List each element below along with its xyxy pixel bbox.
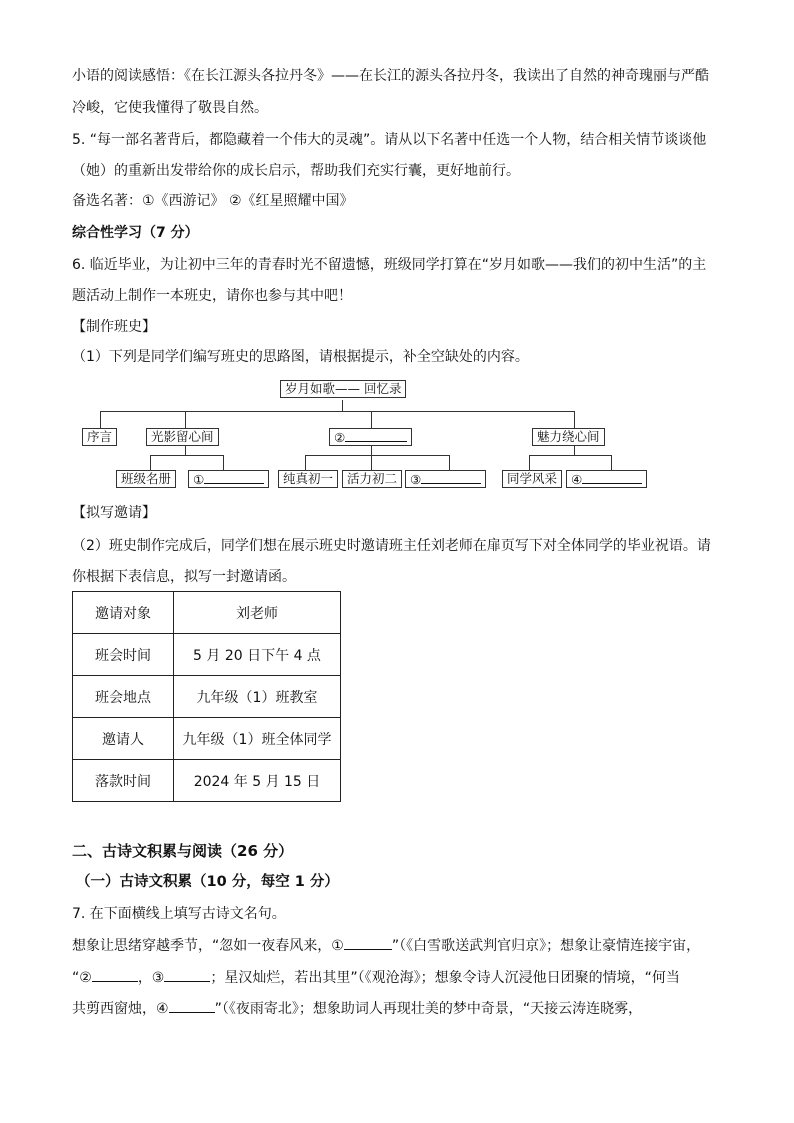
q7-l2-text-a: “② [72, 970, 92, 986]
q4-review-line2: 冷峻，它使我懂得了敬畏自然。 [72, 100, 268, 116]
table-value: 九年级（1）班教室 [174, 676, 341, 718]
q7-l1-text-b: ”（《白雪歌送武判官归京》；想象让豪情连接宇宙， [391, 938, 701, 954]
q7-blank4[interactable] [169, 998, 215, 1013]
q6-line2: 题活动上制作一本班史，请你也参与其中吧！ [72, 288, 352, 304]
table-key: 邀请人 [73, 718, 174, 760]
table-value: 九年级（1）班全体同学 [174, 718, 341, 760]
table-value: 2024 年 5 月 15 日 [174, 760, 341, 802]
q7-blank1[interactable] [344, 935, 392, 950]
q5-options: 备选名著：①《西游记》 ②《红星照耀中国》 [72, 193, 354, 209]
q7-blank1-marker: ① [331, 938, 344, 954]
mm-b1-drop-b [223, 455, 224, 470]
mm-b2-drop-c [449, 455, 450, 470]
q7-line3 [72, 998, 642, 1019]
mm-leaf-blank3 [405, 470, 486, 488]
class-history-mindmap [80, 375, 680, 495]
mm-leaf-blank4 [566, 470, 647, 488]
section-comprehensive-title: 综合性学习（7 分） [72, 225, 199, 241]
q7-l2-text-c: ；星汉灿烂，若出其里”（《观沧海》；想象令诗人沉浸他日团聚的情境，“何当 [210, 970, 680, 986]
table-key: 班会时间 [73, 634, 174, 676]
mm-b3-rail [529, 455, 611, 456]
table-key: 班会地点 [73, 676, 174, 718]
mm-b3-stem [574, 446, 575, 455]
mm-leaf-classmates: 同学风采 [502, 470, 562, 488]
table-row [73, 760, 341, 802]
section2-subtitle: （一）古诗文积累（10 分，每空 1 分） [76, 874, 339, 890]
mm-leaf-blank1 [188, 470, 269, 488]
mm-leaf-blank4-line[interactable] [582, 471, 642, 484]
mm-branch3: 魅力绕心间 [532, 428, 605, 446]
q6-line1: 6. 临近毕业，为让初中三年的青春时光不留遗憾，班级同学打算在“岁月如歌——我们的初中生活”的主 [72, 257, 707, 273]
mm-drop-branch1 [185, 411, 186, 428]
q6-part2-prompt1: （2）班史制作完成后，同学们想在展示班史时邀请班主任刘老师在扉页写下对全体同学的毕业祝语。请 [72, 538, 711, 554]
mm-b2-drop-b [371, 455, 372, 470]
table-row [73, 592, 341, 634]
mm-leaf-grade7: 纯真初一 [278, 470, 338, 488]
q7-line1 [72, 935, 700, 956]
mm-b2-drop-a [305, 455, 306, 470]
q7-l1-text-a: 想象让思绪穿越季节，“忽如一夜春风来， [72, 938, 332, 954]
q7-blank2[interactable] [92, 967, 138, 982]
q6-part1-prompt: （1）下列是同学们编写班史的思路图，请根据提示，补全空缺处的内容。 [72, 349, 529, 365]
q6-part2-tag: 【拟写邀请】 [72, 505, 156, 521]
table-row [73, 676, 341, 718]
table-row [73, 718, 341, 760]
mm-b1-rail [150, 455, 223, 456]
q4-review-line1: 小语的阅读感悟：《在长江源头各拉丹冬》——在长江的源头各拉丹冬，我读出了自然的神奇瑰丽与严酷 [72, 68, 709, 84]
table-key: 邀请对象 [73, 592, 174, 634]
mm-leaf-blank3-marker: ③ [410, 472, 422, 487]
mm-branch2-marker: ② [334, 430, 346, 445]
mm-leaf-blank1-line[interactable] [204, 471, 264, 484]
mm-b3-drop-b [611, 455, 612, 470]
mm-branch1: 光影留心间 [146, 428, 219, 446]
q6-part1-tag: 【制作班史】 [72, 319, 156, 335]
mm-leaf-blank4-marker: ④ [571, 472, 583, 487]
mm-b3-drop-a [529, 455, 530, 470]
table-value: 刘老师 [174, 592, 341, 634]
mm-b1-stem [185, 446, 186, 455]
mm-drop-branch3 [574, 411, 575, 428]
q5-line1: 5. “每一部名著背后，都隐藏着一个伟大的灵魂”。请从以下名著中任选一个人物，结合相关情节谈谈他 [72, 132, 707, 148]
mm-branch2-blank[interactable] [345, 429, 407, 442]
mm-preface: 序言 [82, 428, 117, 446]
mm-drop-branch2 [371, 411, 372, 428]
mm-leaf-blank3-line[interactable] [421, 471, 481, 484]
table-key: 落款时间 [73, 760, 174, 802]
invitation-info-table [72, 591, 341, 802]
q7-l3-text-a: 共剪西窗烛，④ [72, 1001, 169, 1017]
table-row [73, 634, 341, 676]
q7-line2 [72, 967, 680, 988]
mm-branch2 [329, 428, 412, 446]
mm-b2-stem [371, 446, 372, 455]
mm-root-stem [342, 400, 343, 411]
table-value: 5 月 20 日下午 4 点 [174, 634, 341, 676]
mm-root: 岁月如歌—— 回忆录 [280, 380, 406, 398]
mm-top-rail [100, 411, 574, 412]
section2-title: 二、古诗文积累与阅读（26 分） [72, 842, 294, 860]
mm-b2-rail [305, 455, 449, 456]
mm-b1-drop-a [150, 455, 151, 470]
mm-leaf-class-roster: 班级名册 [116, 470, 176, 488]
mm-leaf-grade8: 活力初二 [342, 470, 402, 488]
q6-part2-prompt2: 你根据下表信息，拟写一封邀请函。 [72, 569, 296, 585]
mm-drop-preface [100, 411, 101, 428]
q7-l2-text-b: ，③ [137, 970, 165, 986]
mm-leaf-blank1-marker: ① [193, 472, 205, 487]
q7-title: 7. 在下面横线上填写古诗文名句。 [72, 906, 286, 922]
q5-line2: （她）的重新出发带给你的成长启示，帮助我们充实行囊，更好地前行。 [72, 163, 520, 179]
q7-l3-text-b: ”（《夜雨寄北》；想象助词人再现壮美的梦中奇景，“天接云涛连晓雾， [214, 1001, 643, 1017]
q7-blank3[interactable] [164, 967, 210, 982]
